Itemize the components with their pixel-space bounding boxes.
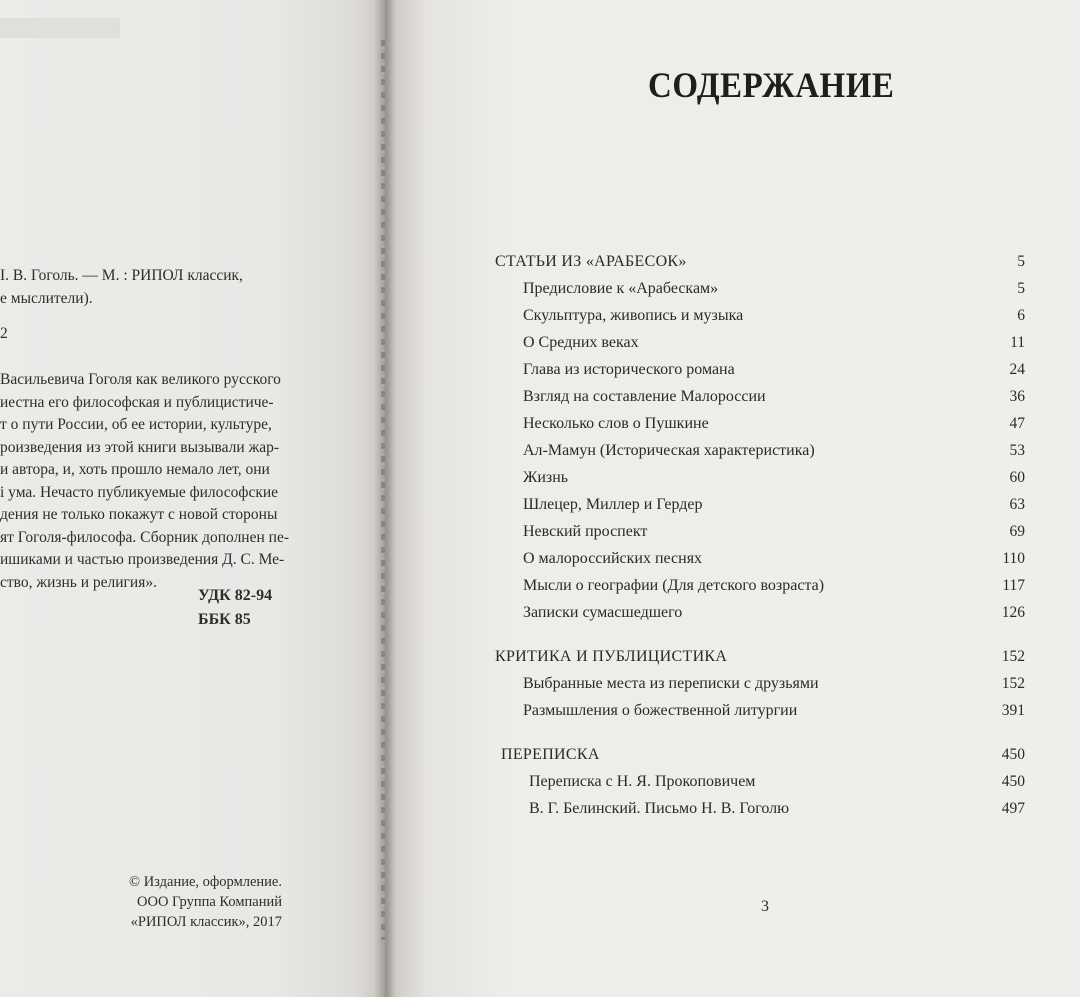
- page-number: 3: [761, 898, 769, 915]
- entry-title: Переписка с Н. Я. Прокоповичем: [529, 773, 756, 790]
- page-title: СОДЕРЖАНИЕ: [648, 66, 895, 106]
- toc-entry: [495, 773, 1025, 800]
- annotation-line: ство, жизнь и религия».: [0, 573, 157, 591]
- entry-title: О Средних веках: [523, 334, 639, 351]
- entry-title: Предисловие к «Арабескам»: [523, 280, 719, 297]
- binding-stitch: [381, 40, 385, 940]
- toc-entry: [495, 442, 1025, 469]
- entry-title: Жизнь: [523, 469, 569, 486]
- copyright-line: «РИПОЛ классик», 2017: [130, 914, 282, 930]
- entry-title: Невский проспект: [523, 523, 648, 540]
- entry-title: Записки сумасшедшего: [523, 604, 683, 621]
- toc-entry: [495, 800, 1025, 827]
- page-ref: 497: [1001, 800, 1025, 817]
- copyright-line: ООО Группа Компаний: [137, 894, 282, 910]
- toc-entry: [495, 334, 1025, 361]
- toc-entry: [495, 675, 1025, 702]
- page-ref: 152: [1001, 648, 1025, 665]
- bibliographic-line: е мыслители).: [0, 289, 93, 307]
- page-ref: 60: [1009, 469, 1025, 486]
- annotation-line: иестна его философская и публицистиче-: [0, 393, 274, 411]
- page-ref: 5: [1017, 253, 1025, 270]
- section-title: СТАТЬИ ИЗ «АРАБЕСОК»: [495, 253, 687, 270]
- annotation-line: і ума. Нечасто публикуемые философские: [0, 483, 279, 501]
- page-ref: 450: [1001, 773, 1025, 790]
- annotation-line: и автора, и, хоть прошло немало лет, они: [0, 461, 270, 478]
- entry-title: Размышления о божественной литургии: [523, 702, 798, 719]
- page-ref: 63: [1009, 496, 1025, 513]
- toc-entry: [495, 415, 1025, 442]
- page-ref: 69: [1009, 523, 1025, 540]
- entry-title: Ал-Мамун (Историческая характеристика): [523, 442, 815, 459]
- bibliographic-record: [0, 265, 243, 310]
- entry-title: Глава из исторического романа: [523, 361, 735, 378]
- section-spacer: [495, 729, 1025, 746]
- page-ref: 126: [1001, 604, 1025, 621]
- book-gutter: [374, 0, 396, 997]
- toc-section-heading: [495, 746, 1025, 773]
- entry-title: Мысли о географии (Для детского возраста): [523, 577, 825, 594]
- left-page: [0, 0, 385, 997]
- copyright-line: © Издание, оформление.: [129, 874, 282, 890]
- toc-entry: [495, 496, 1025, 523]
- page-ref: 5: [1017, 280, 1025, 297]
- annotation-line: Васильевича Гоголя как великого русского: [0, 371, 281, 388]
- toc-entry: [495, 523, 1025, 550]
- entry-title: Взгляд на составление Малороссии: [523, 388, 766, 405]
- bbk-code: ББК 85: [198, 611, 251, 628]
- toc-entry: [495, 307, 1025, 334]
- toc-entry: [495, 577, 1025, 604]
- entry-title: О малороссийских песнях: [523, 550, 703, 567]
- classification-codes: [198, 584, 272, 632]
- section-title: КРИТИКА И ПУБЛИЦИСТИКА: [495, 648, 728, 665]
- page-ref: 450: [1001, 746, 1025, 763]
- page-ref: 36: [1009, 388, 1025, 405]
- section-spacer: [495, 631, 1025, 648]
- toc-section-heading: [495, 648, 1025, 675]
- page-ref: 53: [1009, 442, 1025, 459]
- table-of-contents: [495, 253, 1025, 827]
- show-through-mark: [0, 18, 120, 38]
- entry-title: Выбранные места из переписки с друзьями: [523, 675, 819, 692]
- copyright-notice: [0, 872, 282, 932]
- page-ref: 391: [1001, 702, 1025, 719]
- page-ref: 24: [1009, 361, 1025, 378]
- annotation-line: ят Гоголя-философа. Сборник дополнен пе-: [0, 528, 289, 546]
- isbn-fragment: 2: [0, 325, 8, 342]
- page-ref: 110: [1002, 550, 1025, 567]
- entry-title: В. Г. Белинский. Письмо Н. В. Гоголю: [529, 800, 790, 817]
- annotation: [0, 369, 289, 594]
- page-ref: 117: [1002, 577, 1025, 594]
- toc-entry: [495, 550, 1025, 577]
- toc-entry: [495, 361, 1025, 388]
- toc-entry: [495, 388, 1025, 415]
- toc-entry: [495, 604, 1025, 631]
- page-ref: 6: [1017, 307, 1025, 324]
- entry-title: Шлецер, Миллер и Гердер: [523, 496, 703, 513]
- annotation-line: т о пути России, об ее истории, культуре,: [0, 416, 272, 433]
- page-ref: 152: [1001, 675, 1025, 692]
- toc-entry: [495, 280, 1025, 307]
- bibliographic-line: І. В. Гоголь. — М. : РИПОЛ классик,: [0, 267, 243, 284]
- section-title: ПЕРЕПИСКА: [501, 746, 600, 763]
- annotation-line: дения не только покажут с новой стороны: [0, 506, 278, 523]
- page-ref: 47: [1009, 415, 1025, 432]
- page-ref: 11: [1010, 334, 1025, 351]
- udk-code: УДК 82-94: [198, 587, 273, 604]
- entry-title: Скульптура, живопись и музыка: [523, 307, 744, 324]
- toc-section-heading: [495, 253, 1025, 280]
- annotation-line: ишиками и частью произведения Д. С. Ме-: [0, 551, 285, 568]
- entry-title: Несколько слов о Пушкине: [523, 415, 709, 432]
- toc-entry: [495, 469, 1025, 496]
- annotation-line: роизведения из этой книги вызывали жар-: [0, 438, 280, 456]
- toc-entry: [495, 702, 1025, 729]
